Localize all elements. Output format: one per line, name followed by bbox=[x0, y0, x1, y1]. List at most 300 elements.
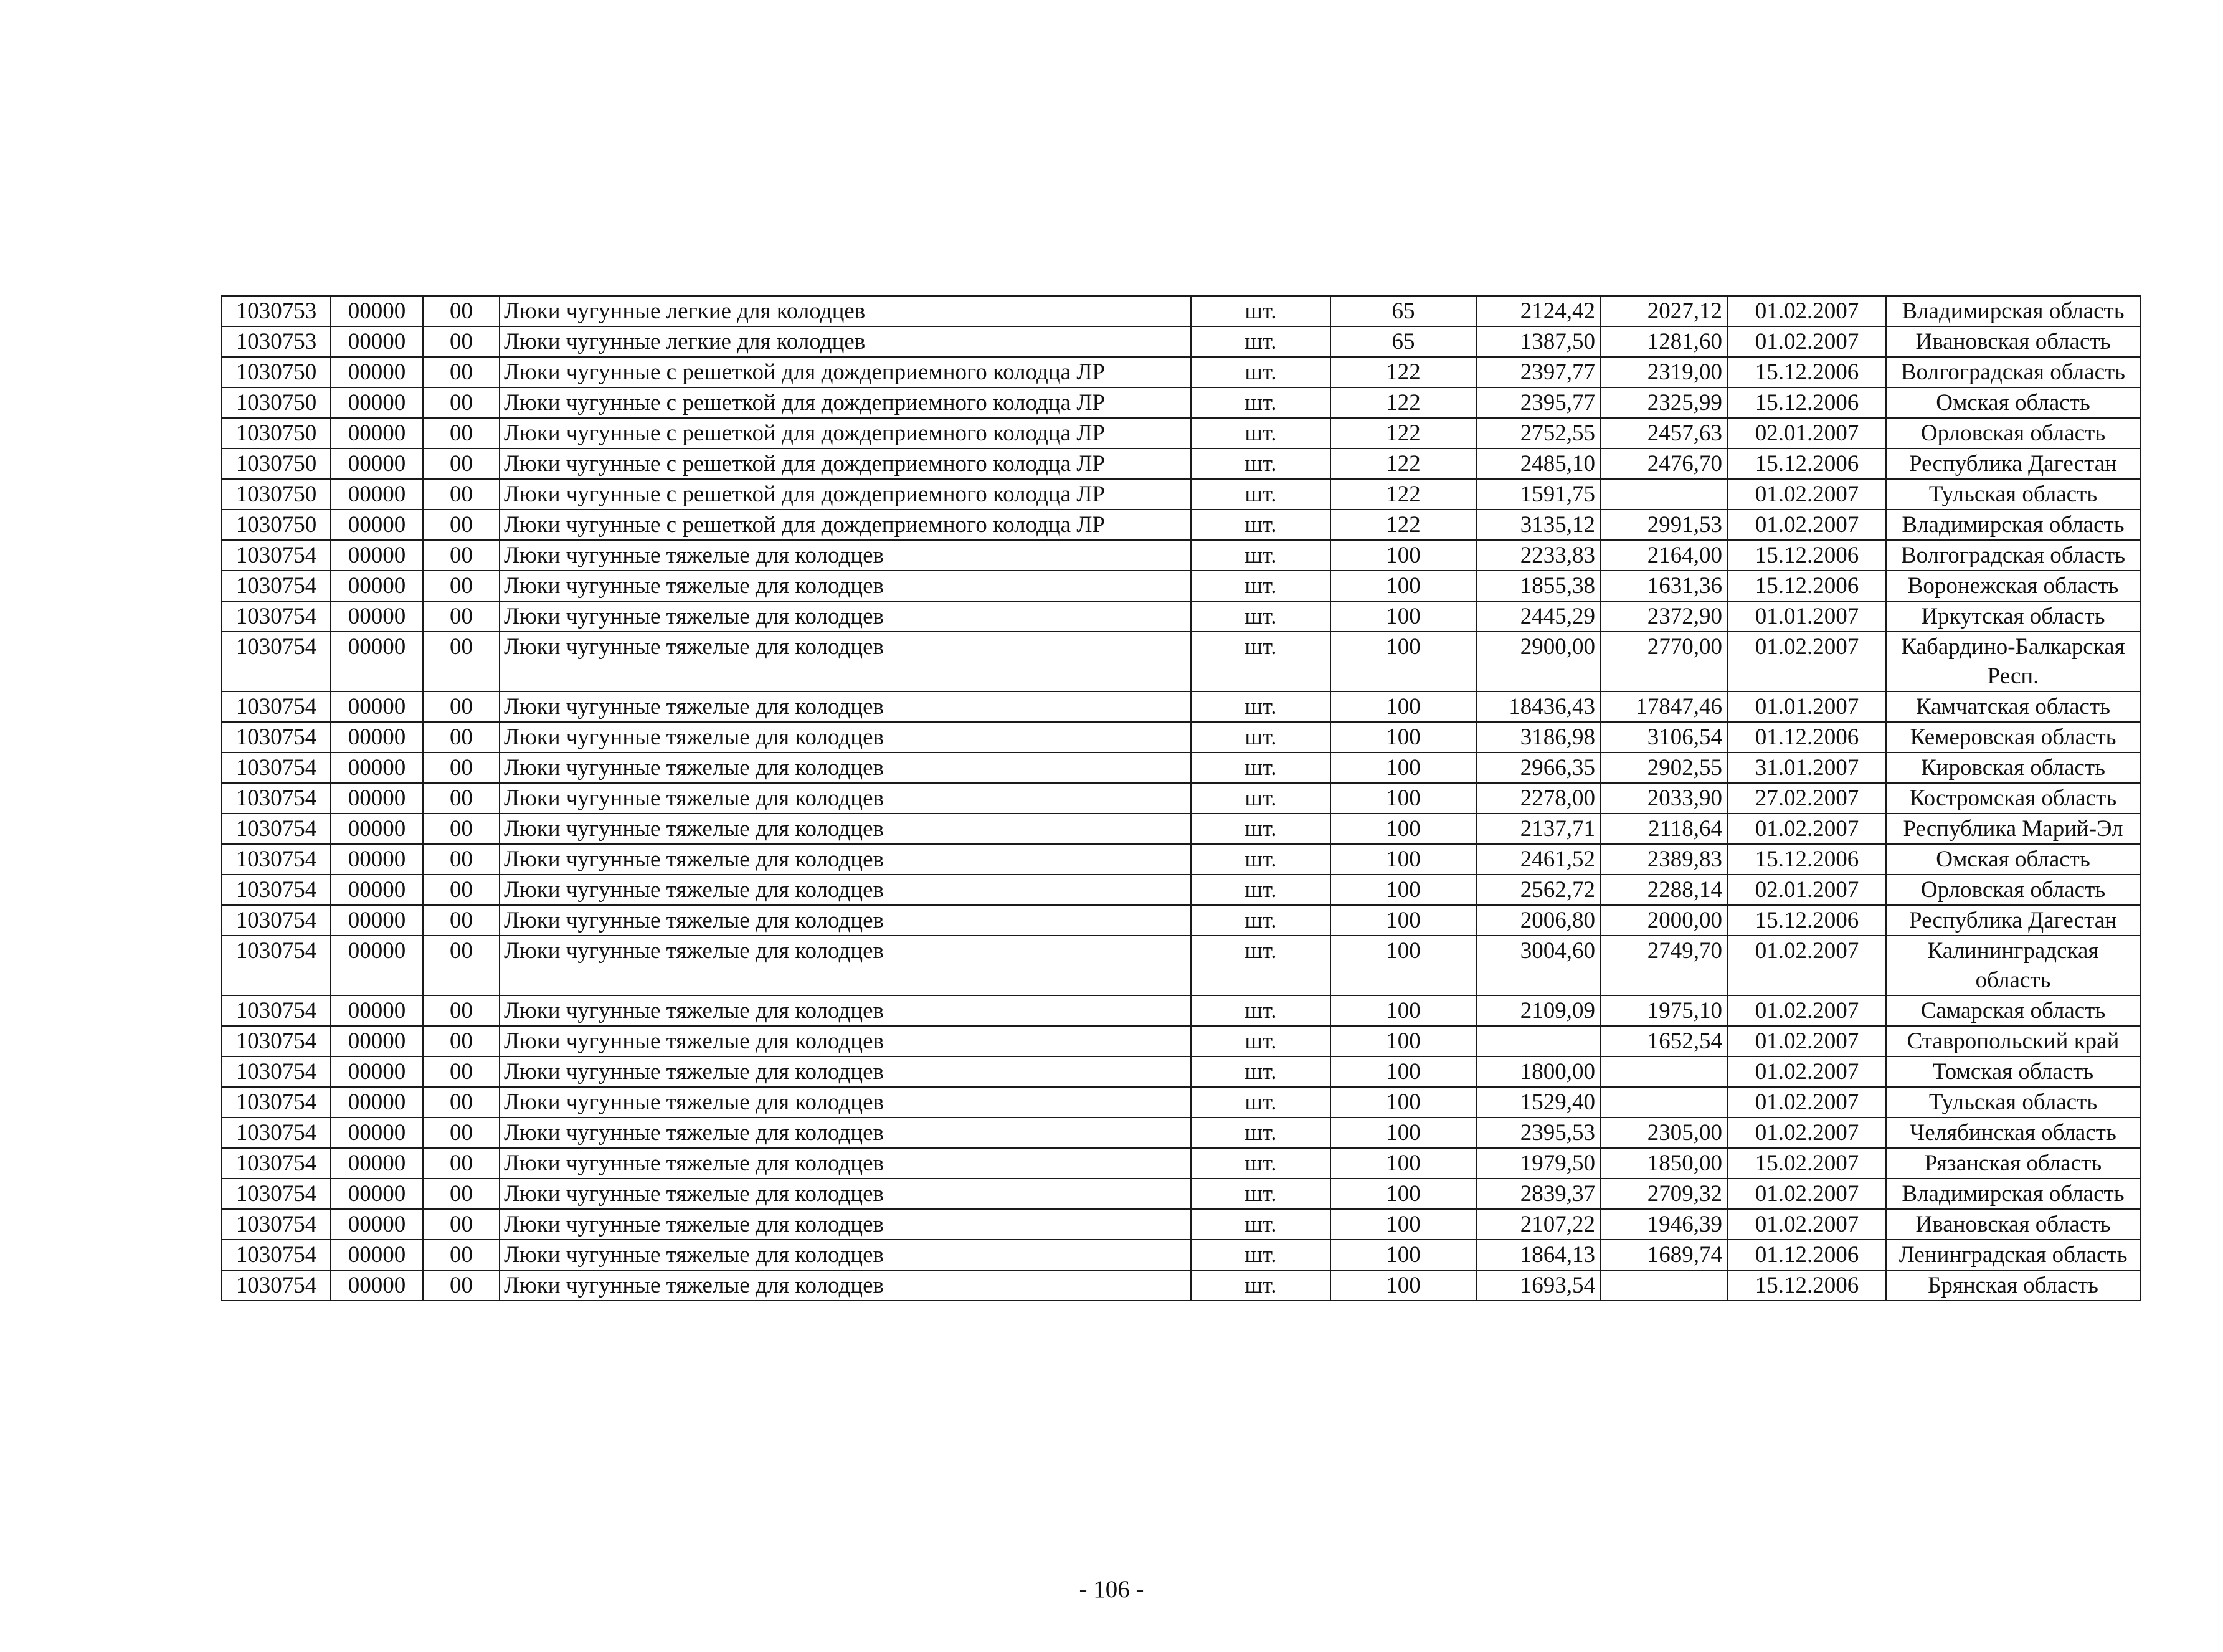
resource-code-cell: 1030754 bbox=[222, 1056, 331, 1087]
resource-code-cell: 1030754 bbox=[222, 783, 331, 814]
table-row bbox=[222, 601, 2140, 632]
subcode-cell: 00000 bbox=[331, 1056, 423, 1087]
price-2-cell: 2027,12 bbox=[1601, 296, 1728, 326]
region-cell: Тульская область bbox=[1886, 479, 2140, 510]
subcode-cell: 00000 bbox=[331, 1270, 423, 1301]
date-cell: 02.01.2007 bbox=[1728, 418, 1886, 449]
item-name-cell: Люки чугунные тяжелые для колодцев bbox=[500, 1087, 1191, 1118]
unit-cell: шт. bbox=[1191, 357, 1330, 387]
page-number: - 106 - bbox=[1079, 1576, 1144, 1603]
quantity-cell: 100 bbox=[1330, 1148, 1476, 1179]
suffix-cell: 00 bbox=[423, 1179, 500, 1209]
date-cell: 15.12.2006 bbox=[1728, 540, 1886, 571]
subcode-cell: 00000 bbox=[331, 905, 423, 936]
date-cell: 01.02.2007 bbox=[1728, 326, 1886, 357]
suffix-cell: 00 bbox=[423, 571, 500, 601]
price-2-cell: 1281,60 bbox=[1601, 326, 1728, 357]
region-cell: Ивановская область bbox=[1886, 326, 2140, 357]
resource-code-cell: 1030754 bbox=[222, 1026, 331, 1056]
resource-code-cell: 1030750 bbox=[222, 387, 331, 418]
quantity-cell: 100 bbox=[1330, 1087, 1476, 1118]
item-name-cell: Люки чугунные с решеткой для дождеприемного колодца ЛР bbox=[500, 357, 1191, 387]
suffix-cell: 00 bbox=[423, 691, 500, 722]
price-2-cell: 2325,99 bbox=[1601, 387, 1728, 418]
table-row bbox=[222, 814, 2140, 844]
table-row bbox=[222, 540, 2140, 571]
table-row bbox=[222, 783, 2140, 814]
suffix-cell: 00 bbox=[423, 510, 500, 540]
subcode-cell: 00000 bbox=[331, 449, 423, 479]
price-2-cell: 2319,00 bbox=[1601, 357, 1728, 387]
table-row bbox=[222, 296, 2140, 326]
quantity-cell: 100 bbox=[1330, 722, 1476, 752]
price-2-cell: 2749,70 bbox=[1601, 936, 1728, 995]
resource-code-cell: 1030750 bbox=[222, 449, 331, 479]
price-2-cell: 17847,46 bbox=[1601, 691, 1728, 722]
table-row bbox=[222, 632, 2140, 691]
unit-cell: шт. bbox=[1191, 1179, 1330, 1209]
table-row bbox=[222, 1087, 2140, 1118]
item-name-cell: Люки чугунные тяжелые для колодцев bbox=[500, 571, 1191, 601]
region-cell: Камчатская область bbox=[1886, 691, 2140, 722]
date-cell: 15.12.2006 bbox=[1728, 357, 1886, 387]
resource-code-cell: 1030754 bbox=[222, 905, 331, 936]
region-cell: Орловская область bbox=[1886, 418, 2140, 449]
subcode-cell: 00000 bbox=[331, 326, 423, 357]
unit-cell: шт. bbox=[1191, 296, 1330, 326]
item-name-cell: Люки чугунные тяжелые для колодцев bbox=[500, 752, 1191, 783]
price-2-cell: 2288,14 bbox=[1601, 875, 1728, 905]
price-1-cell: 2839,37 bbox=[1476, 1179, 1601, 1209]
region-cell: Воронежская область bbox=[1886, 571, 2140, 601]
unit-cell: шт. bbox=[1191, 844, 1330, 875]
price-1-cell: 3004,60 bbox=[1476, 936, 1601, 995]
unit-cell: шт. bbox=[1191, 752, 1330, 783]
suffix-cell: 00 bbox=[423, 296, 500, 326]
unit-cell: шт. bbox=[1191, 387, 1330, 418]
subcode-cell: 00000 bbox=[331, 875, 423, 905]
price-2-cell: 2000,00 bbox=[1601, 905, 1728, 936]
price-1-cell: 1529,40 bbox=[1476, 1087, 1601, 1118]
suffix-cell: 00 bbox=[423, 1148, 500, 1179]
suffix-cell: 00 bbox=[423, 540, 500, 571]
unit-cell: шт. bbox=[1191, 632, 1330, 691]
suffix-cell: 00 bbox=[423, 326, 500, 357]
unit-cell: шт. bbox=[1191, 601, 1330, 632]
price-1-cell: 2278,00 bbox=[1476, 783, 1601, 814]
region-cell: Томская область bbox=[1886, 1056, 2140, 1087]
subcode-cell: 00000 bbox=[331, 418, 423, 449]
table-row bbox=[222, 1056, 2140, 1087]
price-2-cell: 2389,83 bbox=[1601, 844, 1728, 875]
date-cell: 15.12.2006 bbox=[1728, 449, 1886, 479]
suffix-cell: 00 bbox=[423, 905, 500, 936]
date-cell: 15.12.2006 bbox=[1728, 1270, 1886, 1301]
item-name-cell: Люки чугунные тяжелые для колодцев bbox=[500, 1148, 1191, 1179]
table-row bbox=[222, 571, 2140, 601]
unit-cell: шт. bbox=[1191, 1026, 1330, 1056]
date-cell: 01.02.2007 bbox=[1728, 479, 1886, 510]
price-1-cell: 2137,71 bbox=[1476, 814, 1601, 844]
subcode-cell: 00000 bbox=[331, 601, 423, 632]
item-name-cell: Люки чугунные тяжелые для колодцев bbox=[500, 691, 1191, 722]
price-1-cell: 2461,52 bbox=[1476, 844, 1601, 875]
date-cell: 31.01.2007 bbox=[1728, 752, 1886, 783]
price-2-cell: 2991,53 bbox=[1601, 510, 1728, 540]
quantity-cell: 122 bbox=[1330, 479, 1476, 510]
item-name-cell: Люки чугунные тяжелые для колодцев bbox=[500, 601, 1191, 632]
price-1-cell: 2752,55 bbox=[1476, 418, 1601, 449]
price-2-cell bbox=[1601, 479, 1728, 510]
quantity-cell: 122 bbox=[1330, 418, 1476, 449]
item-name-cell: Люки чугунные с решеткой для дождеприемного колодца ЛР bbox=[500, 510, 1191, 540]
quantity-cell: 100 bbox=[1330, 814, 1476, 844]
price-1-cell: 2107,22 bbox=[1476, 1209, 1601, 1240]
subcode-cell: 00000 bbox=[331, 1240, 423, 1270]
unit-cell: шт. bbox=[1191, 479, 1330, 510]
price-1-cell bbox=[1476, 1026, 1601, 1056]
price-2-cell: 2770,00 bbox=[1601, 632, 1728, 691]
item-name-cell: Люки чугунные тяжелые для колодцев bbox=[500, 1026, 1191, 1056]
price-1-cell: 2445,29 bbox=[1476, 601, 1601, 632]
quantity-cell: 100 bbox=[1330, 783, 1476, 814]
unit-cell: шт. bbox=[1191, 1240, 1330, 1270]
item-name-cell: Люки чугунные тяжелые для колодцев bbox=[500, 875, 1191, 905]
price-2-cell: 2305,00 bbox=[1601, 1118, 1728, 1148]
price-1-cell: 2900,00 bbox=[1476, 632, 1601, 691]
suffix-cell: 00 bbox=[423, 783, 500, 814]
resource-code-cell: 1030754 bbox=[222, 1270, 331, 1301]
unit-cell: шт. bbox=[1191, 936, 1330, 995]
region-cell: Иркутская область bbox=[1886, 601, 2140, 632]
date-cell: 01.02.2007 bbox=[1728, 1087, 1886, 1118]
item-name-cell: Люки чугунные тяжелые для колодцев bbox=[500, 722, 1191, 752]
price-2-cell: 2033,90 bbox=[1601, 783, 1728, 814]
unit-cell: шт. bbox=[1191, 1270, 1330, 1301]
date-cell: 15.12.2006 bbox=[1728, 844, 1886, 875]
quantity-cell: 100 bbox=[1330, 1118, 1476, 1148]
table-row bbox=[222, 752, 2140, 783]
subcode-cell: 00000 bbox=[331, 722, 423, 752]
price-1-cell: 1387,50 bbox=[1476, 326, 1601, 357]
suffix-cell: 00 bbox=[423, 1056, 500, 1087]
item-name-cell: Люки чугунные тяжелые для колодцев bbox=[500, 1240, 1191, 1270]
quantity-cell: 100 bbox=[1330, 1056, 1476, 1087]
table-row bbox=[222, 936, 2140, 995]
region-cell: Волгоградская область bbox=[1886, 357, 2140, 387]
suffix-cell: 00 bbox=[423, 601, 500, 632]
subcode-cell: 00000 bbox=[331, 995, 423, 1026]
price-2-cell: 3106,54 bbox=[1601, 722, 1728, 752]
price-2-cell: 2709,32 bbox=[1601, 1179, 1728, 1209]
resource-code-cell: 1030754 bbox=[222, 936, 331, 995]
quantity-cell: 65 bbox=[1330, 326, 1476, 357]
item-name-cell: Люки чугунные тяжелые для колодцев bbox=[500, 1179, 1191, 1209]
resource-code-cell: 1030754 bbox=[222, 1118, 331, 1148]
table-row bbox=[222, 1179, 2140, 1209]
price-1-cell: 1864,13 bbox=[1476, 1240, 1601, 1270]
price-2-cell: 1652,54 bbox=[1601, 1026, 1728, 1056]
table-row bbox=[222, 905, 2140, 936]
resource-code-cell: 1030754 bbox=[222, 995, 331, 1026]
table-row bbox=[222, 1240, 2140, 1270]
price-1-cell: 1591,75 bbox=[1476, 479, 1601, 510]
suffix-cell: 00 bbox=[423, 387, 500, 418]
date-cell: 15.12.2006 bbox=[1728, 571, 1886, 601]
table-row bbox=[222, 1118, 2140, 1148]
suffix-cell: 00 bbox=[423, 875, 500, 905]
suffix-cell: 00 bbox=[423, 936, 500, 995]
region-cell: Ивановская область bbox=[1886, 1209, 2140, 1240]
table-row bbox=[222, 326, 2140, 357]
region-cell: Брянская область bbox=[1886, 1270, 2140, 1301]
suffix-cell: 00 bbox=[423, 1270, 500, 1301]
date-cell: 01.02.2007 bbox=[1728, 510, 1886, 540]
suffix-cell: 00 bbox=[423, 357, 500, 387]
quantity-cell: 100 bbox=[1330, 1240, 1476, 1270]
date-cell: 01.01.2007 bbox=[1728, 601, 1886, 632]
price-2-cell bbox=[1601, 1087, 1728, 1118]
table-row bbox=[222, 1270, 2140, 1301]
table-row bbox=[222, 357, 2140, 387]
price-2-cell bbox=[1601, 1270, 1728, 1301]
price-1-cell: 1800,00 bbox=[1476, 1056, 1601, 1087]
price-2-cell: 2164,00 bbox=[1601, 540, 1728, 571]
resource-code-cell: 1030753 bbox=[222, 326, 331, 357]
suffix-cell: 00 bbox=[423, 1118, 500, 1148]
table-row bbox=[222, 995, 2140, 1026]
unit-cell: шт. bbox=[1191, 418, 1330, 449]
quantity-cell: 122 bbox=[1330, 387, 1476, 418]
region-cell: Омская область bbox=[1886, 387, 2140, 418]
suffix-cell: 00 bbox=[423, 844, 500, 875]
suffix-cell: 00 bbox=[423, 418, 500, 449]
quantity-cell: 122 bbox=[1330, 510, 1476, 540]
subcode-cell: 00000 bbox=[331, 752, 423, 783]
table-row bbox=[222, 479, 2140, 510]
unit-cell: шт. bbox=[1191, 571, 1330, 601]
item-name-cell: Люки чугунные тяжелые для колодцев bbox=[500, 632, 1191, 691]
quantity-cell: 122 bbox=[1330, 357, 1476, 387]
quantity-cell: 100 bbox=[1330, 844, 1476, 875]
item-name-cell: Люки чугунные с решеткой для дождеприемного колодца ЛР bbox=[500, 418, 1191, 449]
price-2-cell: 2476,70 bbox=[1601, 449, 1728, 479]
table-row bbox=[222, 1209, 2140, 1240]
region-cell: Кировская область bbox=[1886, 752, 2140, 783]
price-1-cell: 2124,42 bbox=[1476, 296, 1601, 326]
resource-code-cell: 1030754 bbox=[222, 1087, 331, 1118]
unit-cell: шт. bbox=[1191, 326, 1330, 357]
price-2-cell: 1689,74 bbox=[1601, 1240, 1728, 1270]
subcode-cell: 00000 bbox=[331, 814, 423, 844]
date-cell: 01.02.2007 bbox=[1728, 995, 1886, 1026]
quantity-cell: 122 bbox=[1330, 449, 1476, 479]
date-cell: 01.02.2007 bbox=[1728, 1118, 1886, 1148]
subcode-cell: 00000 bbox=[331, 844, 423, 875]
resource-code-cell: 1030754 bbox=[222, 1148, 331, 1179]
price-1-cell: 2395,77 bbox=[1476, 387, 1601, 418]
subcode-cell: 00000 bbox=[331, 571, 423, 601]
subcode-cell: 00000 bbox=[331, 510, 423, 540]
region-cell: Орловская область bbox=[1886, 875, 2140, 905]
resource-code-cell: 1030754 bbox=[222, 1179, 331, 1209]
subcode-cell: 00000 bbox=[331, 1118, 423, 1148]
suffix-cell: 00 bbox=[423, 1209, 500, 1240]
item-name-cell: Люки чугунные тяжелые для колодцев bbox=[500, 995, 1191, 1026]
item-name-cell: Люки чугунные тяжелые для колодцев bbox=[500, 936, 1191, 995]
region-cell: Республика Марий-Эл bbox=[1886, 814, 2140, 844]
price-1-cell: 2109,09 bbox=[1476, 995, 1601, 1026]
region-cell: Калининградская область bbox=[1886, 936, 2140, 995]
resource-code-cell: 1030750 bbox=[222, 510, 331, 540]
unit-cell: шт. bbox=[1191, 1209, 1330, 1240]
region-cell: Владимирская область bbox=[1886, 1179, 2140, 1209]
suffix-cell: 00 bbox=[423, 449, 500, 479]
price-1-cell: 2397,77 bbox=[1476, 357, 1601, 387]
date-cell: 27.02.2007 bbox=[1728, 783, 1886, 814]
price-1-cell: 3186,98 bbox=[1476, 722, 1601, 752]
item-name-cell: Люки чугунные тяжелые для колодцев bbox=[500, 1118, 1191, 1148]
table-row bbox=[222, 1148, 2140, 1179]
subcode-cell: 00000 bbox=[331, 1087, 423, 1118]
date-cell: 01.02.2007 bbox=[1728, 814, 1886, 844]
date-cell: 01.02.2007 bbox=[1728, 1026, 1886, 1056]
subcode-cell: 00000 bbox=[331, 1026, 423, 1056]
quantity-cell: 100 bbox=[1330, 905, 1476, 936]
unit-cell: шт. bbox=[1191, 1118, 1330, 1148]
region-cell: Кемеровская область bbox=[1886, 722, 2140, 752]
price-1-cell: 1693,54 bbox=[1476, 1270, 1601, 1301]
suffix-cell: 00 bbox=[423, 1026, 500, 1056]
unit-cell: шт. bbox=[1191, 1056, 1330, 1087]
resource-code-cell: 1030750 bbox=[222, 357, 331, 387]
suffix-cell: 00 bbox=[423, 752, 500, 783]
price-1-cell: 2966,35 bbox=[1476, 752, 1601, 783]
table-body bbox=[222, 296, 2140, 1301]
date-cell: 15.12.2006 bbox=[1728, 387, 1886, 418]
date-cell: 01.02.2007 bbox=[1728, 632, 1886, 691]
item-name-cell: Люки чугунные тяжелые для колодцев bbox=[500, 814, 1191, 844]
resource-code-cell: 1030754 bbox=[222, 571, 331, 601]
item-name-cell: Люки чугунные тяжелые для колодцев bbox=[500, 540, 1191, 571]
price-1-cell: 18436,43 bbox=[1476, 691, 1601, 722]
resource-code-cell: 1030754 bbox=[222, 632, 331, 691]
quantity-cell: 65 bbox=[1330, 296, 1476, 326]
resource-code-cell: 1030754 bbox=[222, 875, 331, 905]
region-cell: Кабардино-Балкарская Респ. bbox=[1886, 632, 2140, 691]
unit-cell: шт. bbox=[1191, 783, 1330, 814]
quantity-cell: 100 bbox=[1330, 936, 1476, 995]
item-name-cell: Люки чугунные с решеткой для дождеприемного колодца ЛР bbox=[500, 387, 1191, 418]
price-1-cell: 2485,10 bbox=[1476, 449, 1601, 479]
table-row bbox=[222, 1026, 2140, 1056]
subcode-cell: 00000 bbox=[331, 936, 423, 995]
date-cell: 01.02.2007 bbox=[1728, 936, 1886, 995]
price-1-cell: 2233,83 bbox=[1476, 540, 1601, 571]
date-cell: 02.01.2007 bbox=[1728, 875, 1886, 905]
resource-code-cell: 1030750 bbox=[222, 479, 331, 510]
table-row bbox=[222, 510, 2140, 540]
region-cell: Рязанская область bbox=[1886, 1148, 2140, 1179]
unit-cell: шт. bbox=[1191, 691, 1330, 722]
table-row bbox=[222, 722, 2140, 752]
suffix-cell: 00 bbox=[423, 995, 500, 1026]
region-cell: Владимирская область bbox=[1886, 296, 2140, 326]
suffix-cell: 00 bbox=[423, 722, 500, 752]
price-1-cell: 2562,72 bbox=[1476, 875, 1601, 905]
region-cell: Самарская область bbox=[1886, 995, 2140, 1026]
date-cell: 15.12.2006 bbox=[1728, 905, 1886, 936]
resource-code-cell: 1030754 bbox=[222, 752, 331, 783]
quantity-cell: 100 bbox=[1330, 995, 1476, 1026]
subcode-cell: 00000 bbox=[331, 691, 423, 722]
price-2-cell: 1850,00 bbox=[1601, 1148, 1728, 1179]
resource-code-cell: 1030754 bbox=[222, 601, 331, 632]
price-1-cell: 3135,12 bbox=[1476, 510, 1601, 540]
table-row bbox=[222, 875, 2140, 905]
region-cell: Республика Дагестан bbox=[1886, 449, 2140, 479]
date-cell: 01.12.2006 bbox=[1728, 1240, 1886, 1270]
item-name-cell: Люки чугунные тяжелые для колодцев bbox=[500, 783, 1191, 814]
suffix-cell: 00 bbox=[423, 1087, 500, 1118]
date-cell: 15.02.2007 bbox=[1728, 1148, 1886, 1179]
resource-code-cell: 1030754 bbox=[222, 814, 331, 844]
price-2-cell bbox=[1601, 1056, 1728, 1087]
table-row bbox=[222, 387, 2140, 418]
suffix-cell: 00 bbox=[423, 632, 500, 691]
table-row bbox=[222, 449, 2140, 479]
item-name-cell: Люки чугунные тяжелые для колодцев bbox=[500, 844, 1191, 875]
region-cell: Ленинградская область bbox=[1886, 1240, 2140, 1270]
quantity-cell: 100 bbox=[1330, 1026, 1476, 1056]
quantity-cell: 100 bbox=[1330, 540, 1476, 571]
unit-cell: шт. bbox=[1191, 540, 1330, 571]
unit-cell: шт. bbox=[1191, 1087, 1330, 1118]
unit-cell: шт. bbox=[1191, 449, 1330, 479]
date-cell: 01.02.2007 bbox=[1728, 1179, 1886, 1209]
region-cell: Костромская область bbox=[1886, 783, 2140, 814]
subcode-cell: 00000 bbox=[331, 296, 423, 326]
region-cell: Республика Дагестан bbox=[1886, 905, 2140, 936]
price-1-cell: 2006,80 bbox=[1476, 905, 1601, 936]
quantity-cell: 100 bbox=[1330, 875, 1476, 905]
item-name-cell: Люки чугунные с решеткой для дождеприемного колодца ЛР bbox=[500, 479, 1191, 510]
quantity-cell: 100 bbox=[1330, 691, 1476, 722]
unit-cell: шт. bbox=[1191, 1148, 1330, 1179]
subcode-cell: 00000 bbox=[331, 632, 423, 691]
unit-cell: шт. bbox=[1191, 510, 1330, 540]
price-2-cell: 1946,39 bbox=[1601, 1209, 1728, 1240]
date-cell: 01.02.2007 bbox=[1728, 1056, 1886, 1087]
price-table bbox=[221, 295, 2141, 1301]
table-row bbox=[222, 691, 2140, 722]
region-cell: Волгоградская область bbox=[1886, 540, 2140, 571]
subcode-cell: 00000 bbox=[331, 540, 423, 571]
unit-cell: шт. bbox=[1191, 995, 1330, 1026]
unit-cell: шт. bbox=[1191, 814, 1330, 844]
quantity-cell: 100 bbox=[1330, 752, 1476, 783]
quantity-cell: 100 bbox=[1330, 1270, 1476, 1301]
region-cell: Владимирская область bbox=[1886, 510, 2140, 540]
table-row bbox=[222, 418, 2140, 449]
quantity-cell: 100 bbox=[1330, 632, 1476, 691]
quantity-cell: 100 bbox=[1330, 1179, 1476, 1209]
subcode-cell: 00000 bbox=[331, 387, 423, 418]
region-cell: Ставропольский край bbox=[1886, 1026, 2140, 1056]
date-cell: 01.12.2006 bbox=[1728, 722, 1886, 752]
date-cell: 01.01.2007 bbox=[1728, 691, 1886, 722]
price-1-cell: 2395,53 bbox=[1476, 1118, 1601, 1148]
